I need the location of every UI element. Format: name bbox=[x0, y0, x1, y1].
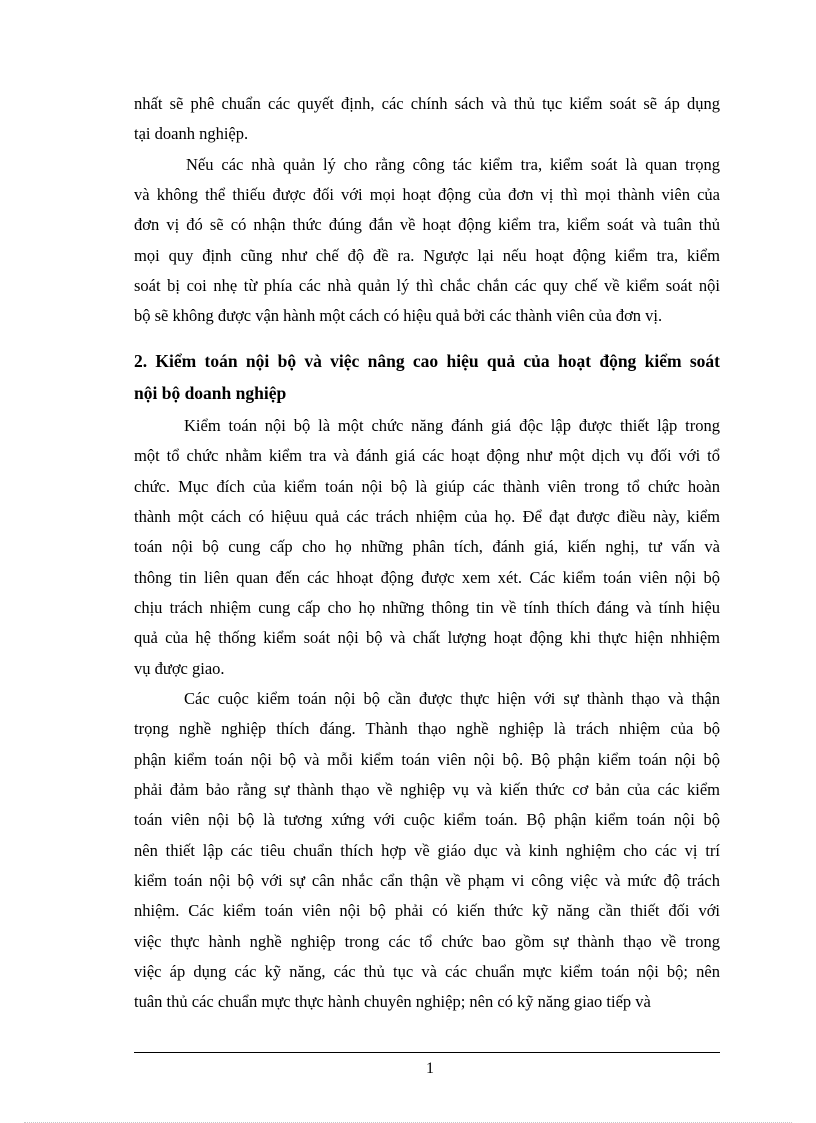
body-text-line: Kiểm toán nội bộ là một chức năng đánh giá độc lập được thiết lập trong bbox=[184, 416, 720, 435]
body-text-line: trọng nghề nghiệp thích đáng. Thành thạo nghề nghiệp là trách nhiệm của bộ bbox=[134, 719, 720, 738]
section-heading: 2. Kiểm toán nội bộ và việc nâng cao hiệu quả của hoạt động kiểm soát bbox=[134, 351, 720, 371]
body-text-line: bộ sẽ không được vận hành một cách có hiệu quả bởi các thành viên của đơn vị. bbox=[134, 306, 663, 325]
body-text-line: toán nội bộ cung cấp cho họ những phân tích, đánh giá, kiến nghị, tư vấn và bbox=[134, 537, 720, 556]
body-text-line: vụ được giao. bbox=[134, 659, 225, 678]
body-text-line: đơn vị đó sẽ có nhận thức đúng đắn về hoạt động kiểm tra, kiểm soát và tuân thủ bbox=[134, 215, 720, 234]
body-text-line: phận kiểm toán nội bộ và mỗi kiểm toán viên nội bộ. Bộ phận kiểm toán nội bộ bbox=[134, 750, 720, 769]
body-text-line: tuân thủ các chuẩn mực thực hành chuyên nghiệp; nên có kỹ năng giao tiếp và bbox=[134, 992, 651, 1011]
body-text-line: phải đảm bảo rằng sự thành thạo về nghiệp vụ và kiến thức cơ bản của các kiểm bbox=[134, 780, 720, 799]
body-text-line: việc áp dụng các kỹ năng, các thủ tục và các chuẩn mực kiểm toán nội bộ; nên bbox=[134, 962, 720, 981]
page-number: 1 bbox=[426, 1060, 434, 1077]
body-text-line: một tổ chức nhằm kiểm tra và đánh giá các hoạt động như một dịch vụ đối với tổ bbox=[134, 446, 720, 465]
body-text-line: chức. Mục đích của kiểm toán nội bộ là giúp các thành viên trong tổ chức hoàn bbox=[134, 477, 720, 496]
body-text-line: quả của hệ thống kiểm soát nội bộ và chất lượng hoạt động khi thực hiện nhhiệm bbox=[134, 628, 720, 647]
body-text-line: việc thực hành nghề nghiệp trong các tổ chức bao gồm sự thành thạo về trong bbox=[134, 932, 720, 951]
body-text-line: thành một cách có hiệuu quả các trách nhiệm của họ. Để đạt được điều này, kiểm bbox=[134, 507, 720, 526]
body-text-line: mọi quy định cũng như chế độ đề ra. Ngược lại nếu hoạt động kiểm tra, kiểm bbox=[134, 246, 720, 265]
body-text-line: kiểm toán nội bộ với sự cân nhắc cẩn thận về phạm vi công việc và mức độ trách bbox=[134, 871, 720, 890]
body-text-line: toán viên nội bộ là tương xứng với cuộc kiểm toán. Bộ phận kiểm toán nội bộ bbox=[134, 810, 720, 829]
body-text-line: nhất sẽ phê chuẩn các quyết định, các chính sách và thủ tục kiểm soát sẽ áp dụng bbox=[134, 94, 720, 113]
body-text-line: nhiệm. Các kiểm toán viên nội bộ phải có kiến thức kỹ năng cần thiết đối với bbox=[134, 901, 720, 920]
body-text-line: Nếu các nhà quản lý cho rằng công tác kiểm tra, kiểm soát là quan trọng bbox=[186, 155, 720, 174]
body-text-line: thông tin liên quan đến các hhoạt động được xem xét. Các kiểm toán viên nội bộ bbox=[134, 568, 720, 587]
body-text-line: và không thể thiếu được đối với mọi hoạt động của đơn vị thì mọi thành viên của bbox=[134, 185, 720, 204]
body-text-line: nên thiết lập các tiêu chuẩn thích hợp về giáo dục và kinh nghiệm cho các vị trí bbox=[134, 841, 720, 860]
body-text-line: Các cuộc kiểm toán nội bộ cần được thực hiện với sự thành thạo và thận bbox=[184, 689, 720, 708]
body-text-line: soát bị coi nhẹ từ phía các nhà quản lý thì chắc chắn các quy chế về kiểm soát nội bbox=[134, 276, 720, 295]
body-text-line: tại doanh nghiệp. bbox=[134, 124, 249, 143]
footer-divider bbox=[134, 1052, 720, 1053]
section-heading: nội bộ doanh nghiệp bbox=[134, 383, 287, 403]
body-text-line: chịu trách nhiệm cung cấp cho họ những thông tin về tính thích đáng và tính hiệu bbox=[134, 598, 720, 617]
